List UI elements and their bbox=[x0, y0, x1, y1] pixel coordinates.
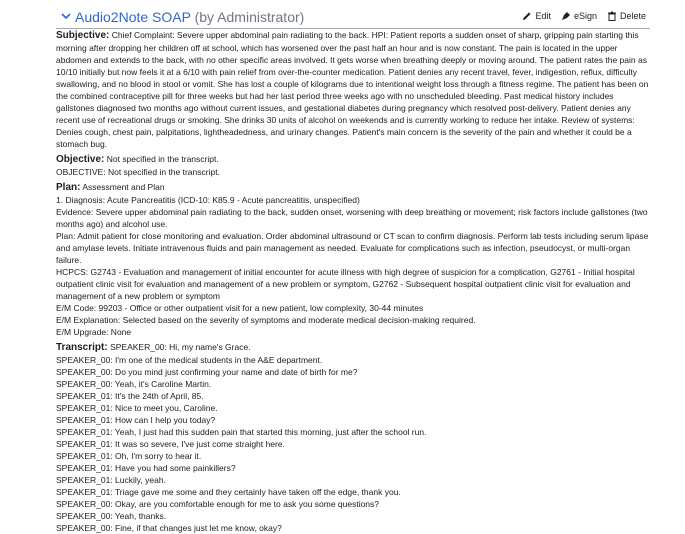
note-title-link[interactable]: Audio2Note SOAP bbox=[75, 9, 191, 25]
delete-button[interactable] bbox=[607, 11, 646, 21]
plan-line: E/M Explanation: Selected based on the severity of symptoms and moderate medical decision-making required. bbox=[56, 315, 476, 325]
note-author: (by Administrator) bbox=[194, 9, 305, 25]
transcript-section bbox=[56, 341, 650, 534]
transcript-line: SPEAKER_01: Nice to meet you, Caroline. bbox=[56, 403, 218, 413]
transcript-line: SPEAKER_00: Do you mind just confirming your name and date of birth for me? bbox=[56, 367, 358, 377]
transcript-line: SPEAKER_01: Luckily, yeah. bbox=[56, 475, 166, 485]
pen-nib-icon bbox=[561, 11, 571, 21]
plan-line: E/M Code: 99203 - Office or other outpatient visit for a new patient, low complexity, 30-44 minutes bbox=[56, 303, 424, 313]
objective-heading: Objective: bbox=[56, 154, 105, 165]
transcript-line: SPEAKER_01: It's the 24th of April, 85. bbox=[56, 391, 204, 401]
transcript-line: SPEAKER_01: Have you had some painkillers? bbox=[56, 463, 236, 473]
chevron-down-icon[interactable] bbox=[60, 10, 72, 22]
esign-button[interactable] bbox=[561, 11, 597, 21]
transcript-line: SPEAKER_01: It was so severe, I've just come straight here. bbox=[56, 439, 285, 449]
pencil-icon bbox=[522, 11, 532, 21]
note-body bbox=[56, 29, 650, 534]
plan-line: Plan: Admit patient for close monitoring and evaluation. Order abdominal ultrasound or CT scan to confirm diagnosis. Perform lab tests including serum lipase and amylase levels. Initiate intravenous fluids and pain management as needed. Evaluate for complications such as infection, pseudocyst, or multi-organ failure. bbox=[56, 231, 649, 265]
transcript-line: SPEAKER_00: Fine, if that changes just let me know, okay? bbox=[56, 523, 282, 533]
objective-section bbox=[56, 153, 650, 178]
transcript-line: SPEAKER_01: Triage gave me some and they certainly have taken off the edge, thank you. bbox=[56, 487, 401, 497]
note-actions bbox=[512, 11, 646, 21]
note-title bbox=[75, 9, 304, 25]
transcript-text: SPEAKER_00: Hi, my name's Grace. bbox=[110, 342, 251, 352]
note-header bbox=[56, 6, 650, 29]
plan-section bbox=[56, 181, 650, 338]
subjective-section bbox=[56, 29, 650, 150]
transcript-line: SPEAKER_00: Yeah, thanks. bbox=[56, 511, 167, 521]
plan-line: 1. Diagnosis: Acute Pancreatitis (ICD-10: K85.9 - Acute pancreatitis, unspecified) bbox=[56, 195, 360, 205]
plan-line: HCPCS: G2743 - Evaluation and management of initial encounter for acute illness with high degree of suspicion for a complication, G2761 - Initial hospital outpatient clinic visit for evaluation and management of a new problem or symptom, G2762 - Subsequent hospital outpatient clinic visit for evaluation and management of a new problem or symptom bbox=[56, 267, 635, 301]
plan-heading: Plan: bbox=[56, 182, 81, 193]
trash-icon bbox=[607, 11, 617, 21]
transcript-line: SPEAKER_01: How can I help you today? bbox=[56, 415, 216, 425]
subjective-text: Chief Complaint: Severe upper abdominal pain radiating to the back. HPI: Patient reports a sudden onset of sharp, gripping pain starting this morning after dropping her children off at school, which has worsened over the past half an hour and is now constant. The pain is located in the upper abdomen and extends to the back, with no other specific areas involved. It gets worse when breathing deeply or moving around. The patient rates the pain as 10/10 initially but now feels it at a 6/10 with pain relief from over-the-counter medication. Patient denies any recent travel, fever, indigestion, reflux, difficulty swallowing, and no blood in stool or vomit. She has lost a couple of kilograms due to intentional weight loss through a fitness regime. The patient has been on the combined contraceptive pill for three weeks but had her last period three weeks ago with no unscheduled bleeding. Past medical history includes gallstones diagnosed two months ago without current issues, and gestational diabetes during pregnancy which resolved post-delivery. Patient denies any recent use of recreational drugs or smoking. She drinks 30 units of alcohol on weekends and is currently working to reduce her intake. Review of systems: Denies cough, chest pain, palpitations, lightheadedness, and urinary changes. Patient's main concern is the severity of the pain and whether it could be a stomach bug. bbox=[56, 30, 649, 149]
subjective-heading: Subjective: bbox=[56, 30, 110, 41]
objective-text: Not specified in the transcript. bbox=[106, 154, 219, 164]
plan-line: E/M Upgrade: None bbox=[56, 327, 132, 337]
transcript-line: SPEAKER_00: Yeah, it's Caroline Martin. bbox=[56, 379, 212, 389]
esign-label: eSign bbox=[573, 11, 597, 21]
transcript-line: SPEAKER_01: Oh, I'm sorry to hear it. bbox=[56, 451, 202, 461]
plan-line: Evidence: Severe upper abdominal pain radiating to the back, sudden onset, worsening with deep breathing or movement; risk factors include gallstones (two months ago) and alcohol use. bbox=[56, 207, 648, 229]
transcript-line: SPEAKER_01: Yeah, I just had this sudden pain that started this morning, just after the school run. bbox=[56, 427, 427, 437]
transcript-heading: Transcript: bbox=[56, 342, 108, 353]
delete-label: Delete bbox=[619, 11, 646, 21]
plan-text: Assessment and Plan bbox=[82, 182, 165, 192]
edit-button[interactable] bbox=[522, 11, 551, 21]
edit-label: Edit bbox=[535, 11, 551, 21]
transcript-line: SPEAKER_00: Okay, are you comfortable enough for me to ask you some questions? bbox=[56, 499, 380, 509]
transcript-line: SPEAKER_00: I'm one of the medical students in the A&E department. bbox=[56, 355, 323, 365]
objective-line: OBJECTIVE: Not specified in the transcript. bbox=[56, 167, 220, 177]
